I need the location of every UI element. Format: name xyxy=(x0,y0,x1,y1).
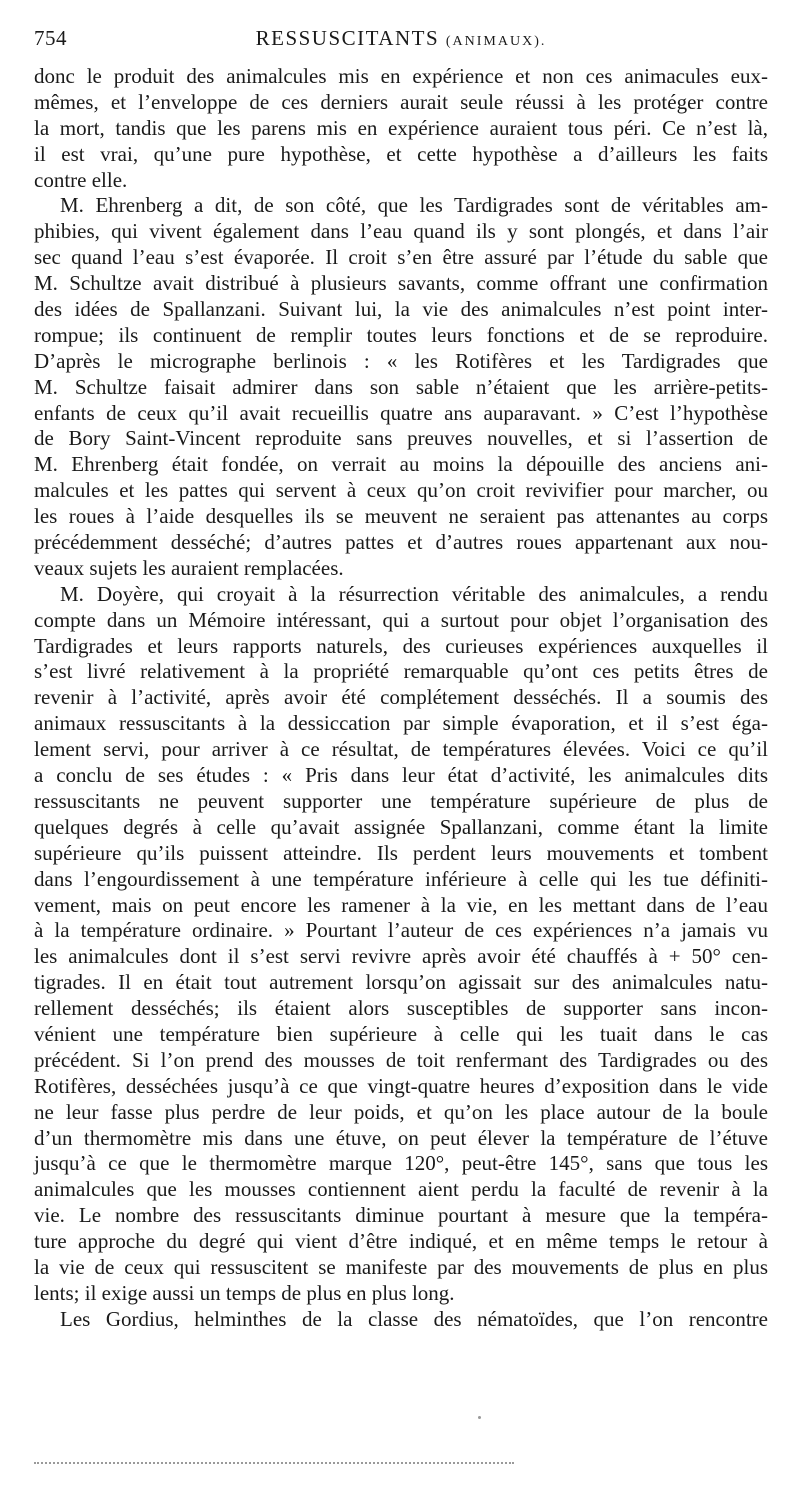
running-header xyxy=(34,26,768,56)
running-title-main: RESSUSCITANTS xyxy=(255,26,440,50)
text-line: dans l’engourdissement à une température inférieure à celle qui les tue définiti- xyxy=(34,866,768,891)
running-title-suffix: (ANIMAUX). xyxy=(445,34,547,49)
text-line: a conclu de ses études : « Pris dans leur état d’activité, les animalcules dits xyxy=(34,763,768,788)
page-number: 754 xyxy=(34,26,67,50)
text-line: enfants de ceux qu’il avait recueillis quatre ans auparavant. » C’est l’hypothèse xyxy=(34,400,768,425)
text-line: rompue; ils continuent de remplir toutes leurs fonctions et de se reproduire. xyxy=(34,322,768,347)
text-line: D’après le micrographe berlinois : « les Rotifères et les Tardigrades que xyxy=(34,348,768,373)
text-line: ne leur fasse plus perdre de leur poids, et qu’on les place autour de la boule xyxy=(34,1099,768,1124)
body-text xyxy=(34,64,768,1333)
text-line: les roues à l’aide desquelles ils se meuvent ne seraient pas attenantes au corps xyxy=(34,504,768,529)
text-line: à la température ordinaire. » Pourtant l’auteur de ces expériences n’a jamais vu xyxy=(34,918,768,943)
text-line: quelques degrés à celle qu’avait assignée Spallanzani, comme étant la limite xyxy=(34,814,768,839)
text-line: tigrades. Il en était tout autrement lorsqu’on agissait sur des animalcules natu- xyxy=(34,970,768,995)
text-line: Les Gordius, helminthes de la classe des nématoïdes, que l’on rencontre xyxy=(60,1306,768,1331)
text-line: ressuscitants ne peuvent supporter une température supérieure de plus de xyxy=(34,788,768,813)
text-line: vénient une température bien supérieure à celle qui les tuait dans le cas xyxy=(34,1021,768,1046)
text-line: s’est livré relativement à la propriété remarquable qu’ont ces petits êtres de xyxy=(34,659,768,684)
text-line: malcules et les pattes qui servent à ceux qu’on croit revivifier pour marcher, ou xyxy=(34,478,768,503)
text-line: M. Doyère, qui croyait à la résurrection véritable des animalcules, a rendu xyxy=(60,581,768,606)
text-line: M. Ehrenberg a dit, de son côté, que les Tardigrades sont de véritables am- xyxy=(60,193,768,218)
text-line: Tardigrades et leurs rapports naturels, des curieuses expériences auxquelles il xyxy=(34,633,768,658)
text-line: lement servi, pour arriver à ce résultat, de températures élevées. Voici ce qu’il xyxy=(34,737,768,762)
text-line: les animalcules dont il s’est servi revivre après avoir été chauffés à + 50° cen- xyxy=(34,944,768,969)
text-line: compte dans un Mémoire intéressant, qui a surtout pour objet l’organisation des xyxy=(34,607,768,632)
text-line: il est vrai, qu’une pure hypothèse, et cette hypothèse a d’ailleurs les faits xyxy=(34,141,768,166)
text-line: la vie de ceux qui ressuscitent se manifeste par des mouvements de plus en plus xyxy=(34,1254,768,1279)
text-line: animaux ressuscitants à la dessiccation par simple évaporation, et il s’est éga- xyxy=(34,711,768,736)
text-line: M. Ehrenberg était fondée, on verrait au moins la dépouille des anciens ani- xyxy=(34,452,768,477)
text-line: veaux sujets les auraient remplacées. xyxy=(34,555,344,580)
text-line: d’un thermomètre mis dans une étuve, on peut élever la température de l’étuve xyxy=(34,1125,768,1150)
text-line: précédemment desséché; d’autres pattes et d’autres roues appartenant aux nou- xyxy=(34,530,768,555)
text-line: mêmes, et l’enveloppe de ces derniers aurait seule réussi à les protéger contre xyxy=(34,89,768,114)
text-line: vie. Le nombre des ressuscitants diminue pourtant à mesure que la tempéra- xyxy=(34,1203,768,1228)
text-line: M. Schultze avait distribué à plusieurs savants, comme offrant une confirmation xyxy=(34,271,768,296)
text-line: M. Schultze faisait admirer dans son sable n’étaient que les arrière-petits- xyxy=(34,374,768,399)
stray-ink-mark xyxy=(478,1416,481,1419)
text-line: précédent. Si l’on prend des mousses de toit renfermant des Tardigrades ou des xyxy=(34,1047,768,1072)
footer-dotted-rule xyxy=(34,1462,514,1468)
text-line: donc le produit des animalcules mis en expérience et non ces animacules eux- xyxy=(34,64,768,88)
text-line: supérieure qu’ils puissent atteindre. Ils perdent leurs mouvements et tombent xyxy=(34,840,768,865)
text-line: contre elle. xyxy=(34,167,128,192)
text-line: vement, mais on peut encore les ramener à la vie, en les mettant dans de l’eau xyxy=(34,892,768,917)
text-line: des idées de Spallanzani. Suivant lui, la vie des animalcules n’est point inter- xyxy=(34,297,768,322)
text-line: rellement desséchés; ils étaient alors susceptibles de supporter sans incon- xyxy=(34,996,768,1021)
text-line: Rotifères, desséchées jusqu’à ce que vingt-quatre heures d’exposition dans le vide xyxy=(34,1073,768,1098)
text-line: revenir à l’activité, après avoir été complétement desséchés. Il a soumis des xyxy=(34,685,768,710)
text-line: sec quand l’eau s’est évaporée. Il croit s’en être assuré par l’étude du sable que xyxy=(34,245,768,270)
text-line: lents; il exige aussi un temps de plus en plus long. xyxy=(34,1280,455,1305)
text-line: la mort, tandis que les parens mis en expérience auraient tous péri. Ce n’est là, xyxy=(34,115,768,140)
text-line: de Bory Saint-Vincent reproduite sans preuves nouvelles, et si l’assertion de xyxy=(34,426,768,451)
text-line: jusqu’à ce que le thermomètre marque 120°, peut-être 145°, sans que tous les xyxy=(34,1151,768,1176)
text-line: ture approche du degré qui vient d’être indiqué, et en même temps le retour à xyxy=(34,1229,768,1254)
text-line: phibies, qui vivent également dans l’eau quand ils y sont plongés, et dans l’air xyxy=(34,219,768,244)
book-page xyxy=(34,26,768,1333)
running-title xyxy=(34,26,768,51)
text-line: animalcules que les mousses contiennent aient perdu la faculté de revenir à la xyxy=(34,1177,768,1202)
